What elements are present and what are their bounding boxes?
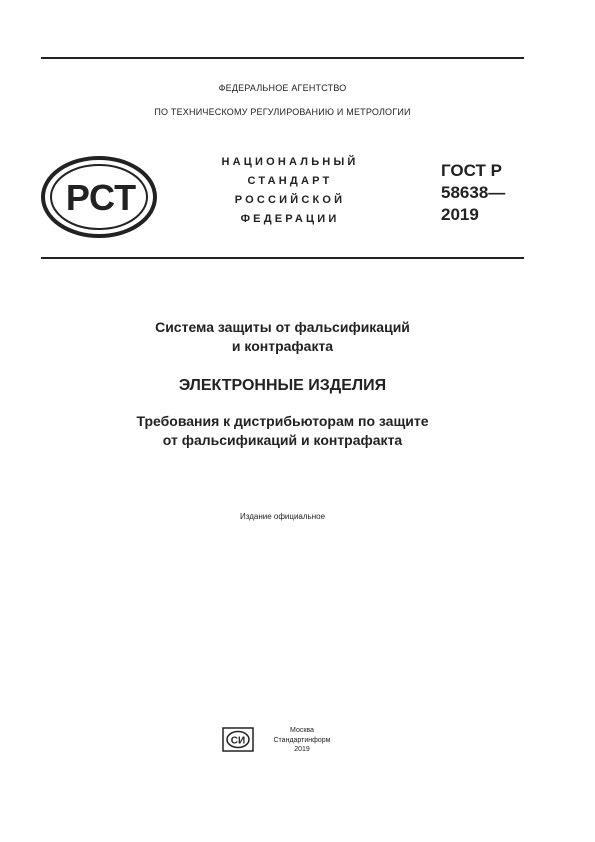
product-title: ЭЛЕКТРОННЫЕ ИЗДЕЛИЯ xyxy=(178,377,387,394)
agency-name-line1: ФЕДЕРАЛЬНОЕ АГЕНТСТВО xyxy=(218,83,347,93)
edition-label: Издание официальное xyxy=(239,512,326,521)
rst-certification-mark-icon xyxy=(40,155,158,239)
system-title xyxy=(41,318,524,356)
logo-text: РСТ xyxy=(65,177,137,218)
imprint-city: Москва xyxy=(290,727,314,734)
imprint xyxy=(262,726,342,755)
header-bottom-rule xyxy=(41,257,524,259)
requirements-title-line-2: от фальсификаций и контрафакта xyxy=(162,432,403,448)
imprint-logo-text: СИ xyxy=(230,735,246,747)
system-title-line-1: Система защиты от фальсификаций xyxy=(155,319,410,335)
designation-line-1: ГОСТ Р xyxy=(441,161,502,180)
requirements-title xyxy=(41,412,524,450)
standard-type-line-4: ФЕДЕРАЦИИ xyxy=(240,213,340,225)
national-standard-label xyxy=(210,153,370,229)
standard-type-line-2: СТАНДАРТ xyxy=(247,175,333,187)
standard-designation xyxy=(441,160,505,226)
standard-type-line-3: РОССИЙСКОЙ xyxy=(234,194,346,206)
imprint-publisher: Стандартинформ xyxy=(273,736,331,744)
designation-line-3: 2019 xyxy=(441,205,479,224)
imprint-year: 2019 xyxy=(294,746,310,753)
system-title-line-2: и контрафакта xyxy=(231,338,334,354)
standard-type-line-1: НАЦИОНАЛЬНЫЙ xyxy=(221,156,359,168)
top-rule xyxy=(41,57,524,59)
standartinform-logo-icon xyxy=(222,727,254,752)
agency-name-line2: ПО ТЕХНИЧЕСКОМУ РЕГУЛИРОВАНИЮ И МЕТРОЛОГИИ xyxy=(154,107,411,117)
requirements-title-line-1: Требования к дистрибьюторам по защите xyxy=(136,413,429,429)
designation-line-2: 58638— xyxy=(441,183,506,202)
